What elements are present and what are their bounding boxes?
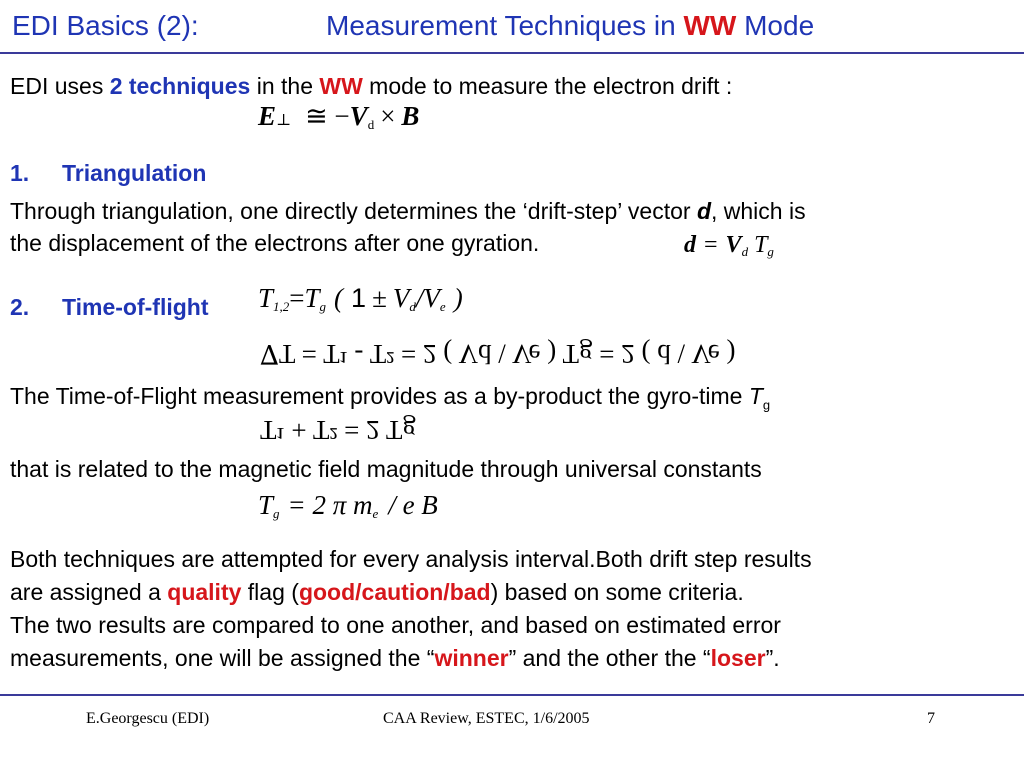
eq-v: V [349,101,368,131]
intro-techniques: 2 techniques [109,73,251,99]
eq-tof-vd-sub: d [409,299,416,314]
tof-t: T [748,383,763,409]
section-2-title-text: Time-of-flight [62,294,209,320]
footer-event: CAA Review, ESTEC, 1/6/2005 [383,710,590,727]
eq-step-t: T [754,232,768,258]
section-2-number: 2. [10,294,30,320]
tri-d: d [696,198,711,224]
eq-v-sub: d [367,117,375,132]
section-2-heading [10,292,29,322]
eq-b: B [401,101,420,131]
closing-line-2 [10,577,744,607]
triangulation-line-2: the displacement of the electrons after one gyration. [10,230,540,256]
eq-tg-rest: = 2 π m [287,490,373,520]
section-1-title-text: Triangulation [62,160,207,186]
section-2-title [62,292,209,322]
eq-perp: ⊥ [276,112,292,129]
equation-tof [258,283,463,315]
title-ww: WW [683,10,737,41]
eq-step-v-sub: d [741,244,749,259]
eq-tg-tail: / e B [388,490,438,520]
triangulation-line-1 [10,196,806,226]
related-text-line: that is related to the magnetic field magnitude through universal constants [10,456,762,482]
eq-tof-eq: = [289,283,305,313]
intro-text-mid: in the [250,73,320,99]
title-divider [0,52,1024,54]
closing-line-1: Both techniques are attempted for every analysis interval.Both drift step results [10,546,812,572]
eq-tof-slash: / [415,283,424,313]
closing-line-4 [10,643,780,673]
section-1-title [62,158,206,188]
equation-gyrotime [258,490,438,522]
closing-l2-post: ) based on some criteria. [490,579,744,605]
closing-line-3: The two results are compared to one another, and based on estimated error [10,612,781,638]
section-1-heading [10,158,29,188]
equation-drift [258,101,419,133]
eq-tg-sub: g [273,506,280,521]
eq-tof-ve-sub: e [439,299,446,314]
title-mode: Mode [736,10,815,41]
eq-tg-me-sub: e [372,506,379,521]
closing-l4-mid: ” and the other the “ [508,645,711,671]
footer-page-number: 7 [927,710,935,727]
eq-tof-vd: V [392,283,410,313]
title-text: Measurement Techniques in [326,10,684,41]
closing-l2-pre: are assigned a [10,579,168,605]
eq-tof-open: ( [334,283,344,313]
eq-tg-t: T [258,490,274,520]
eq-tof-close: ) [453,283,463,313]
equation-sum [260,414,416,445]
closing-l4-post: ”. [765,645,780,671]
eq-tof-pm: ± [372,283,387,313]
eq-approx: ≅ − [305,101,350,131]
closing-winner: winner [434,645,509,671]
eq-times: × [380,101,396,131]
eq-step-t-sub: g [767,244,774,259]
slide-title-right [326,10,814,42]
eq-delta-text: ∇T = T¹ - T² = 2 ( Vd \ Ve ) Tg = 2 ( d \ Ve ) [260,339,736,369]
eq-tof-t-sub: 1,2 [273,299,290,314]
intro-ww: WW [319,73,363,99]
tof-text: The Time-of-Flight measurement provides as a by-product the gyro-time [10,383,749,409]
closing-l4-pre: measurements, one will be assigned the “ [10,645,435,671]
tri-text: Through triangulation, one directly determines the ‘drift-step’ vector [10,198,697,224]
equation-delta-t [260,338,735,369]
intro-text: EDI uses [10,73,110,99]
equation-drift-step [684,231,774,260]
slide-title-left: EDI Basics (2): [12,10,199,41]
eq-step-eq: = [704,232,718,258]
intro-text-post: mode to measure the electron drift : [362,73,733,99]
eq-sum-text: T¹ + T² = 2 Tg [260,415,416,445]
intro-line [10,71,732,101]
eq-step-d: d [684,232,696,258]
tof-t-sub: g [762,397,771,413]
eq-tof-ve: V [423,283,440,313]
eq-tof-t: T [258,283,274,313]
eq-tof-tg: T [304,283,320,313]
closing-l2-mid: flag ( [241,579,299,605]
closing-quality: quality [167,579,242,605]
section-1-number: 1. [10,160,30,186]
footer-author: E.Georgescu (EDI) [86,710,210,727]
eq-step-v: V [725,232,742,258]
eq-tof-one: 1 [351,283,367,313]
tri-text-post: , which is [711,198,806,224]
closing-flags: good/caution/bad [298,579,491,605]
closing-loser: loser [710,645,766,671]
footer-divider [0,694,1024,696]
eq-e: E [258,101,277,131]
eq-tof-tg-sub: g [319,299,327,314]
